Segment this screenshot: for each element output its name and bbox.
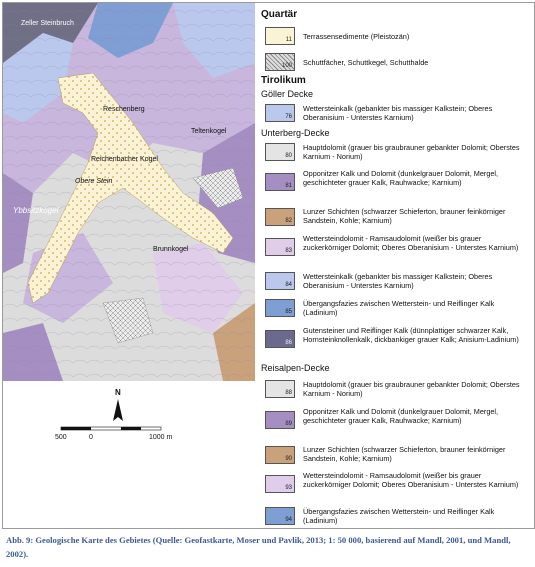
legend-item: [259, 504, 531, 528]
scale-tick-label: 1000 m: [149, 434, 173, 441]
legend-code: 84: [285, 282, 292, 288]
legend-swatch: [265, 27, 295, 45]
scale-bar-graphic: [3, 381, 255, 528]
scale-bar-segment: [61, 427, 91, 430]
legend-code: 85: [285, 309, 292, 315]
legend-subsection-title: Unterberg-Decke: [261, 128, 330, 138]
map-label: Reschenberg: [103, 106, 145, 113]
legend-item: [259, 167, 531, 200]
legend-code: 93: [285, 485, 292, 491]
legend-text: Gutensteiner und Reiflinger Kalk (dünnplattiger schwarzer Kalk, Hornsteinknollenkalk, dickbankiger grauer Kalk; Anisium-Ladinium): [303, 326, 519, 344]
map-label: Zeller Steinbruch: [21, 20, 74, 27]
legend-swatch: [265, 507, 295, 525]
legend-code: 76: [285, 114, 292, 120]
legend-section-title: Tirolikum: [261, 75, 306, 86]
legend-item: [259, 25, 531, 47]
map-label: Ybbsitzkogel: [13, 206, 59, 215]
legend-item: [259, 232, 531, 265]
geological-map-canvas: [3, 3, 255, 381]
legend-swatch: [265, 330, 295, 348]
legend-code: 83: [285, 248, 292, 254]
legend-item: [259, 101, 531, 125]
legend-item: [259, 442, 531, 466]
legend-text: Opponitzer Kalk und Dolomit (dunkelgrauer Dolomit, Mergel, geschichteter grauer Kalk, Rauhwacke; Karnium): [303, 169, 499, 187]
map-label: Brunnkogel: [153, 246, 189, 253]
legend-text: Wettersteindolomit - Ramsaudolomit (weißer bis grauer zuckerkörniger Dolomit; Oberes Oberanisium - Unterstes Karnium): [303, 471, 519, 489]
legend-swatch: [265, 411, 295, 429]
legend-subsection-title: Reisalpen-Decke: [261, 363, 330, 373]
legend-swatch: [265, 238, 295, 256]
legend-text: Wettersteindolomit - Ramsaudolomit (weißer bis grauer zuckerkörniger Dolomit; Oberes Oberanisium - Unterstes Karnium): [303, 234, 519, 252]
legend-item: [259, 296, 531, 320]
geological-map: [3, 3, 255, 381]
legend-text: Hauptdolomit (grauer bis graubrauner gebankter Dolomit; Oberstes Karnium - Norium): [303, 380, 520, 398]
legend-swatch: [265, 475, 295, 493]
map-label: Reichenbacher Kogel: [91, 156, 158, 163]
legend-code: 100: [281, 63, 292, 69]
scale-and-north-area: [3, 381, 255, 528]
north-label: N: [115, 388, 121, 397]
legend-code: 80: [285, 153, 292, 159]
legend-item: [259, 204, 531, 228]
legend-subsection-title: Göller Decke: [261, 89, 314, 99]
legend-swatch: [265, 380, 295, 398]
legend-swatch: [265, 143, 295, 161]
legend-swatch: [265, 173, 295, 191]
legend-item: [259, 377, 531, 401]
legend-code: 94: [285, 517, 292, 523]
map-legend: [259, 7, 531, 527]
legend-item: [259, 51, 531, 73]
legend-item: [259, 140, 531, 164]
legend-swatch: [265, 446, 295, 464]
legend-text: Lunzer Schichten (schwarzer Schieferton, brauner feinkörniger Sandstein, Kohle; Karnium): [303, 207, 506, 225]
legend-code: 81: [285, 183, 292, 189]
legend-code: 90: [285, 456, 292, 462]
legend-text: Terrassensedimente (Pleistozän): [303, 32, 410, 41]
legend-code: 82: [285, 218, 292, 224]
scale-tick-label: 500: [55, 434, 67, 441]
legend-text: Wettersteinkalk (gebankter bis massiger Kalkstein; Oberes Oberanisium - Unterstes Karnium): [303, 104, 493, 122]
scale-tick-label: 0: [89, 434, 93, 441]
legend-text: Wettersteinkalk (gebankter bis massiger Kalkstein; Oberes Oberanisium - Unterstes Karnium): [303, 272, 493, 290]
legend-text: Hauptdolomit (grauer bis graubrauner gebankter Dolomit; Oberstes Karnium - Norium): [303, 143, 520, 161]
legend-code: 11: [285, 37, 292, 43]
legend-code: 89: [285, 421, 292, 427]
legend-swatch: [265, 272, 295, 290]
legend-section-title: Quartär: [261, 9, 298, 20]
legend-swatch: [265, 208, 295, 226]
scale-bar-segment: [121, 427, 141, 430]
legend-item: [259, 323, 531, 359]
legend-item: [259, 269, 531, 293]
north-arrow-icon: [113, 399, 123, 421]
map-label: Teltenkogel: [191, 128, 227, 135]
legend-text: Übergangsfazies zwischen Wetterstein- und Reiflinger Kalk (Ladinium): [303, 507, 495, 525]
legend-item: [259, 405, 531, 438]
legend-text: Lunzer Schichten (schwarzer Schieferton, brauner feinkörniger Sandstein, Kohle; Karnium): [303, 445, 506, 463]
legend-item: [259, 469, 531, 502]
legend-swatch: [265, 299, 295, 317]
legend-text: Übergangsfazies zwischen Wetterstein- und Reiflinger Kalk (Ladinium): [303, 299, 495, 317]
legend-text: Schuttfächer, Schuttkegel, Schutthalde: [303, 58, 429, 67]
figure-caption: Abb. 9: Geologische Karte des Gebietes (Quelle: Geofastkarte, Moser und Pavlik, 2013; 1: 50 000, basierend auf Mandl, 2001, und Mandl, 2002).: [6, 535, 511, 559]
map-label: Obere Stein: [75, 178, 113, 185]
legend-swatch: [265, 104, 295, 122]
legend-text: Opponitzer Kalk und Dolomit (dunkelgrauer Dolomit, Mergel, geschichteter grauer Kalk, Rauhwacke; Karnium): [303, 407, 499, 425]
legend-code: 86: [285, 340, 292, 346]
legend-swatch: [265, 53, 295, 71]
legend-code: 88: [285, 390, 292, 396]
figure-frame: [2, 2, 535, 529]
